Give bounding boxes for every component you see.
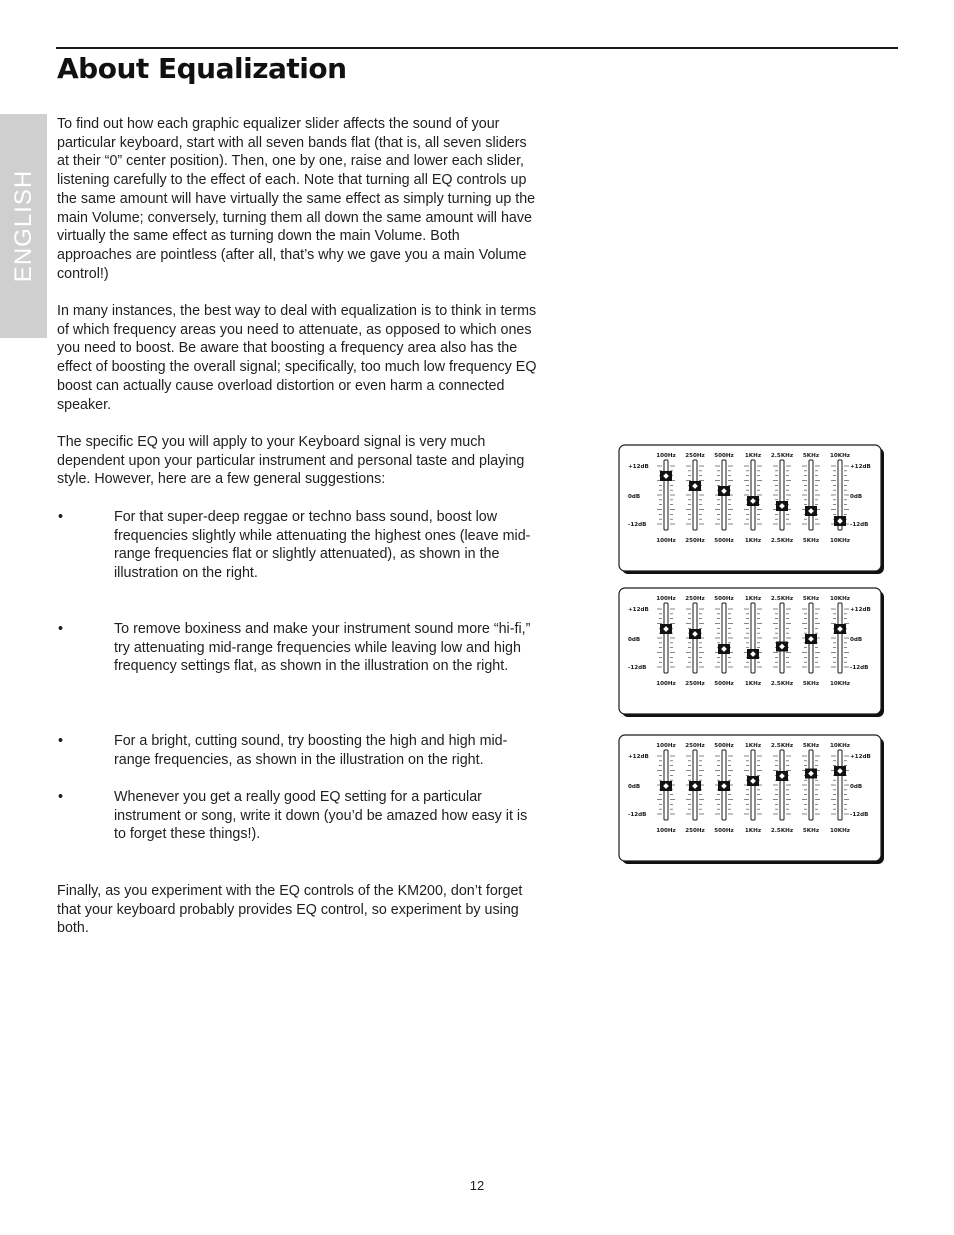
suggestions-paragraph: The specific EQ you will apply to your Keyboard signal is very much dependent upon your particular instrument and personal taste and playing style. However, here are a few general suggestions: [57,434,525,488]
eq-band-label-bottom: 10KHz [829,538,851,544]
eq-illustration-bright [618,734,886,866]
bullet-bright-text: For a bright, cutting sound, try boosting the high and high mid-range frequencies, as shown in the illustration on the right. [114,733,508,768]
eq-band-label-bottom: 5KHz [802,538,820,544]
eq-slider-slot [809,460,813,530]
eq-band-label-top: 10KHz [829,743,851,749]
eq-band-label-bottom: 100Hz [656,538,676,544]
eq-illustration-hifi [618,587,886,719]
eq-scale-label-right: -12dB [850,812,869,818]
eq-scale-label-left: -12dB [628,522,647,528]
eq-scale-label-right: +12dB [850,754,871,760]
eq-illustration-bass [618,444,886,576]
eq-slider-slot [722,603,726,673]
eq-scale-label-right: -12dB [850,522,869,528]
eq-band-label-top: 500Hz [714,453,734,459]
bullet-marker: • [58,789,64,805]
bullet-marker: • [58,733,64,749]
eq-slider-slot [838,750,842,820]
eq-band-label-bottom: 1KHz [744,681,762,687]
eq-scale-label-right: 0dB [850,784,863,790]
eq-band-label-top: 1KHz [744,743,762,749]
eq-band-label-top: 10KHz [829,596,851,602]
eq-band-label-bottom: 10KHz [829,681,851,687]
language-side-tab [0,114,47,338]
eq-scale-label-right: 0dB [850,494,863,500]
eq-band-label-bottom: 1KHz [744,828,762,834]
eq-graphic [618,587,886,719]
eq-band-label-top: 100Hz [656,743,676,749]
intro-paragraph: To find out how each graphic equalizer slider affects the sound of your particular keyboard, start with all seven bands flat (that is, all seven sliders at their “0” center position). Then, one by one, raise and lower each slider, listening carefully to the effect of each. Note that turning all EQ controls up the same amount will have virtually the same effect as simply turning up the main Volume; conversely, turning them all down the same amount will have virtually the same effect as turning down the main Volume. Both approaches are pointless (after all, that’s why we gave you a main Volume control!) [57,116,536,282]
eq-band-label-bottom: 2.5KHz [770,828,794,834]
eq-band-label-top: 100Hz [656,453,676,459]
eq-slider-slot [751,460,755,530]
eq-slider-slot [664,460,668,530]
eq-band-label-bottom: 2.5KHz [770,681,794,687]
eq-band-label-bottom: 5KHz [802,681,820,687]
eq-band-label-top: 1KHz [744,596,762,602]
bullet-hifi-text: To remove boxiness and make your instrument sound more “hi-fi,” try attenuating mid-range frequencies while leaving low and high frequency settings flat, as shown in the illustration on the right. [114,621,531,675]
page-number: 12 [469,1178,485,1193]
eq-band-label-top: 2.5KHz [770,453,794,459]
eq-band-label-top: 5KHz [802,743,820,749]
eq-scale-label-left: -12dB [628,812,647,818]
eq-band-label-top: 2.5KHz [770,743,794,749]
attenuation-paragraph: In many instances, the best way to deal with equalization is to think in terms of which frequency areas you need to attenuate, as opposed to which ones you need to boost. Be aware that boosting a frequency area also has the effect of boosting the overall signal; specifically, too much low frequency EQ boost can actually cause overload distortion or even harm a connected speaker. [57,303,537,413]
eq-scale-label-left: +12dB [628,607,649,613]
eq-band-label-bottom: 250Hz [685,681,705,687]
eq-slider-slot [809,750,813,820]
eq-scale-label-right: -12dB [850,665,869,671]
eq-band-label-bottom: 500Hz [714,538,734,544]
eq-slider-slot [780,750,784,820]
eq-band-label-top: 5KHz [802,596,820,602]
bullet-write-down-text: Whenever you get a really good EQ setting for a particular instrument or song, write it down (you’d be amazed how easy it is to forget these things!). [114,789,528,843]
eq-graphic [618,444,886,576]
eq-band-label-bottom: 100Hz [656,681,676,687]
eq-band-label-bottom: 2.5KHz [770,538,794,544]
eq-band-label-bottom: 100Hz [656,828,676,834]
page-title: About Equalization [57,52,347,85]
eq-band-label-bottom: 250Hz [685,828,705,834]
eq-band-label-bottom: 500Hz [714,828,734,834]
eq-band-label-bottom: 10KHz [829,828,851,834]
eq-slider-slot [664,603,668,673]
eq-scale-label-right: +12dB [850,607,871,613]
eq-slider-slot [780,603,784,673]
eq-slider-slot [838,603,842,673]
eq-band-label-top: 10KHz [829,453,851,459]
eq-band-label-top: 500Hz [714,596,734,602]
eq-slider-slot [751,603,755,673]
eq-slider-slot [780,460,784,530]
closing-paragraph: Finally, as you experiment with the EQ controls of the KM200, don’t forget that your keyboard probably provides EQ control, so experiment by using both. [57,883,523,937]
eq-band-label-bottom: 500Hz [714,681,734,687]
eq-band-label-top: 2.5KHz [770,596,794,602]
eq-band-label-bottom: 1KHz [744,538,762,544]
language-side-tab-label: ENGLISH [9,169,37,283]
eq-band-label-top: 250Hz [685,596,705,602]
eq-scale-label-left: 0dB [628,494,641,500]
eq-scale-label-left: +12dB [628,464,649,470]
eq-scale-label-left: 0dB [628,637,641,643]
eq-band-label-top: 100Hz [656,596,676,602]
eq-graphic [618,734,886,866]
bullet-bass-text: For that super-deep reggae or techno bass sound, boost low frequencies slightly while attenuating the highest ones (leave mid-range frequencies flat or slightly attenuated), as shown in the illustration on the right. [114,509,531,582]
bullet-marker: • [58,621,64,637]
eq-scale-label-left: -12dB [628,665,647,671]
eq-band-label-top: 1KHz [744,453,762,459]
eq-scale-label-right: +12dB [850,464,871,470]
eq-scale-label-left: +12dB [628,754,649,760]
bullet-marker: • [58,509,64,525]
eq-band-label-bottom: 250Hz [685,538,705,544]
eq-band-label-top: 500Hz [714,743,734,749]
eq-band-label-top: 5KHz [802,453,820,459]
eq-band-label-top: 250Hz [685,743,705,749]
eq-band-label-top: 250Hz [685,453,705,459]
top-rule [56,47,898,49]
eq-band-label-bottom: 5KHz [802,828,820,834]
eq-slider-slot [693,460,697,530]
eq-scale-label-right: 0dB [850,637,863,643]
eq-scale-label-left: 0dB [628,784,641,790]
